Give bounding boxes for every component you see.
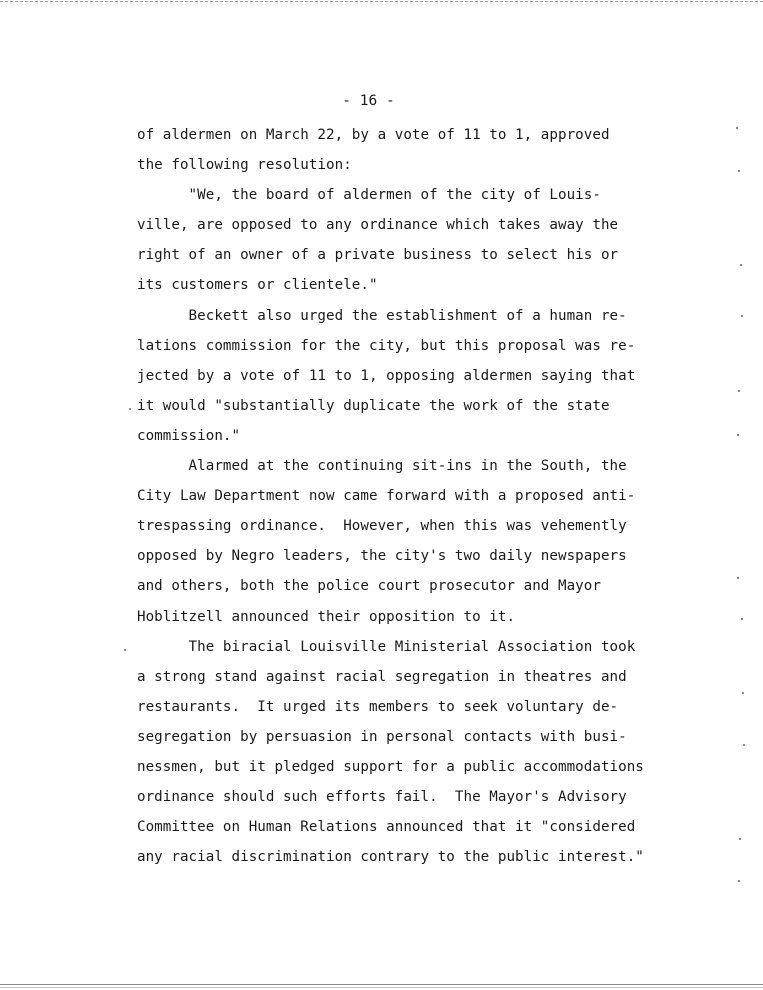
text-line: lations commission for the city, but this proposal was re-	[137, 337, 636, 354]
text-line: Beckett also urged the establishment of a human re-	[137, 307, 627, 324]
text-line: Committee on Human Relations announced that it "considered	[137, 819, 636, 836]
scan-speck	[124, 649, 126, 651]
scan-speck	[739, 838, 741, 840]
text-line: its customers or clientele."	[137, 277, 378, 294]
scan-speck	[741, 315, 743, 317]
text-line: nessmen, but it pledged support for a public accommodations	[137, 758, 644, 775]
scan-speck	[743, 744, 745, 746]
scan-speck	[737, 434, 739, 436]
text-line: segregation by persuasion in personal contacts with busi-	[137, 728, 627, 745]
text-line: Hoblitzell announced their opposition to it.	[137, 608, 516, 625]
bottom-rule-secondary	[0, 987, 763, 988]
text-line: any racial discrimination contrary to the public interest."	[137, 849, 644, 866]
text-line: the following resolution:	[137, 157, 352, 174]
scan-speck	[129, 408, 131, 410]
scan-speck	[741, 618, 743, 620]
text-line: and others, both the police court prosecutor and Mayor	[137, 578, 601, 595]
text-line: City Law Department now came forward with a proposed anti-	[137, 488, 636, 505]
top-border	[0, 1, 763, 2]
text-line: commission."	[137, 427, 241, 444]
page-number: - 16 -	[342, 93, 395, 109]
text-line: right of an owner of a private business to select his or	[137, 247, 619, 264]
text-line: it would "substantially duplicate the work of the state	[137, 397, 610, 414]
bottom-rule	[0, 984, 763, 985]
text-line: ordinance should such efforts fail. The Mayor's Advisory	[137, 789, 627, 806]
text-line: "We, the board of aldermen of the city of Louis-	[137, 187, 601, 204]
scan-speck	[742, 692, 744, 694]
scan-speck	[736, 127, 738, 129]
body-text	[137, 120, 697, 872]
text-line: trespassing ordinance. However, when this was vehemently	[137, 518, 627, 535]
text-line: of aldermen on March 22, by a vote of 11 to 1, approved	[137, 127, 610, 143]
scan-speck	[738, 880, 740, 882]
scan-speck	[737, 577, 739, 579]
text-line: jected by a vote of 11 to 1, opposing aldermen saying that	[137, 367, 636, 384]
scan-speck	[738, 170, 740, 172]
text-line: The biracial Louisville Ministerial Association took	[137, 638, 636, 655]
text-line: Alarmed at the continuing sit-ins in the South, the	[137, 458, 627, 475]
text-line: opposed by Negro leaders, the city's two daily newspapers	[137, 548, 627, 565]
scan-speck	[740, 264, 742, 266]
text-line: a strong stand against racial segregation in theatres and	[137, 668, 627, 685]
text-line: ville, are opposed to any ordinance which takes away the	[137, 217, 619, 234]
scan-speck	[738, 390, 740, 392]
text-line: restaurants. It urged its members to seek voluntary de-	[137, 698, 619, 715]
